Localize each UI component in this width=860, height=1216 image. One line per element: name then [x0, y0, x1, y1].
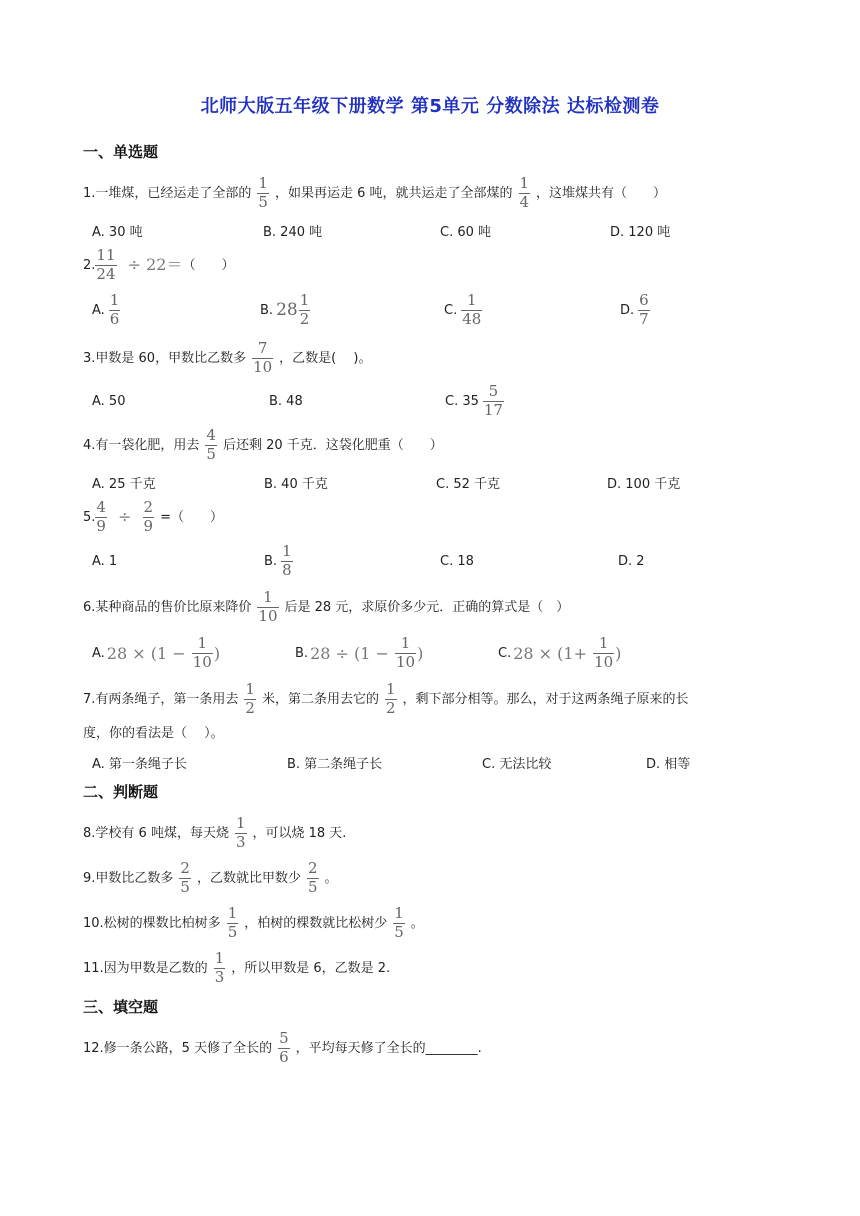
question-number: 5.	[83, 509, 96, 525]
numerator: 2	[143, 498, 154, 516]
denominator: 10	[253, 357, 273, 376]
question-2	[83, 248, 820, 283]
question-text: 米，第二条用去它的	[261, 691, 379, 707]
question-3-options	[92, 381, 820, 420]
question-number: 2.	[83, 257, 96, 273]
option-c[interactable]	[498, 633, 622, 671]
fraction	[393, 906, 405, 941]
math-expression: )	[615, 643, 622, 663]
question-text: 度，你的看法是（ ）。	[83, 726, 224, 741]
option-a[interactable]: A. 50	[92, 393, 126, 409]
numerator: 1	[394, 904, 404, 922]
numerator: 11	[96, 246, 116, 264]
question-5	[83, 500, 820, 535]
option-a[interactable]: A. 第一条绳子长	[92, 756, 187, 772]
fraction	[307, 861, 319, 896]
fraction	[395, 633, 416, 671]
fraction	[192, 633, 213, 671]
numerator: 1	[235, 814, 246, 832]
numerator: 1	[245, 680, 255, 698]
question-7-continued	[83, 727, 820, 740]
fraction	[461, 290, 482, 328]
answer-blank: （ ）	[182, 257, 235, 273]
fraction	[205, 428, 217, 463]
option-c[interactable]: C. 无法比较	[482, 756, 552, 772]
numerator: 1	[299, 290, 310, 309]
denominator: 5	[206, 444, 216, 463]
answer-blank: =（ ）	[160, 509, 223, 525]
question-text: 9.甲数比乙数多	[83, 870, 174, 886]
option-label: A.	[92, 645, 105, 661]
question-1	[83, 176, 820, 211]
fraction	[143, 500, 155, 535]
option-label: C.	[498, 645, 512, 661]
denominator: 5	[307, 877, 318, 896]
denominator: 8	[282, 560, 292, 579]
denominator: 6	[279, 1047, 289, 1066]
denominator: 5	[180, 877, 190, 896]
question-text: ，柏树的棵数就比松树少	[244, 915, 388, 931]
section-heading-single-choice: 一、单选题	[83, 143, 159, 161]
option-b[interactable]	[295, 633, 424, 671]
math-operator: ÷	[112, 507, 137, 527]
option-b[interactable]: B. 第二条绳子长	[287, 756, 383, 772]
question-8	[83, 816, 820, 851]
option-d[interactable]: D. 相等	[646, 756, 691, 772]
numerator: 1	[109, 290, 120, 309]
fraction	[214, 951, 226, 986]
numerator: 1	[214, 949, 225, 967]
numerator: 1	[197, 633, 208, 652]
question-11	[83, 951, 820, 986]
option-a[interactable]: A. 30 吨	[92, 224, 143, 240]
question-4	[83, 428, 820, 463]
numerator: 1	[258, 174, 268, 192]
numerator: 1	[519, 174, 530, 192]
denominator: 5	[227, 922, 238, 941]
denominator: 10	[396, 652, 416, 671]
fraction	[252, 341, 273, 376]
section-heading-fill-blank: 三、填空题	[83, 998, 159, 1016]
numerator: 1	[227, 904, 238, 922]
numerator: 1	[385, 680, 396, 698]
numerator: 2	[180, 859, 190, 877]
question-6	[83, 590, 820, 625]
question-text: 3.甲数是 60，甲数比乙数多	[83, 350, 247, 366]
fraction	[278, 1031, 290, 1066]
denominator: 24	[96, 264, 116, 283]
question-text: ，平均每天修了全长的________.	[295, 1040, 482, 1056]
denominator: 2	[245, 698, 255, 717]
option-label: B.	[264, 553, 278, 569]
question-text: ，乙数就比甲数少	[196, 870, 301, 886]
denominator: 4	[519, 192, 530, 211]
question-text: 7.有两条绳子，第一条用去	[83, 691, 239, 707]
fraction	[299, 290, 311, 328]
fraction	[483, 381, 504, 419]
math-expression: ÷ 22＝	[122, 255, 183, 275]
numerator: 1	[282, 541, 292, 560]
math-expression: 28 × (1+	[513, 643, 593, 663]
question-text: ，这堆煤共有（ ）	[536, 185, 667, 201]
denominator: 2	[299, 309, 310, 328]
question-text: 后还剩 20 千克．这袋化肥重（ ）	[222, 437, 443, 453]
fraction	[235, 816, 247, 851]
math-expression: )	[213, 643, 221, 663]
question-text: ，乙数是( )。	[279, 350, 372, 366]
question-2-options	[92, 290, 820, 329]
fraction	[519, 176, 531, 211]
question-12	[83, 1031, 820, 1066]
fraction	[257, 590, 278, 625]
option-a[interactable]: A. 1	[92, 553, 118, 569]
option-c[interactable]: C. 52 千克	[436, 476, 501, 492]
denominator: 10	[594, 652, 614, 671]
option-b[interactable]: B. 48	[269, 393, 303, 409]
fraction	[257, 176, 269, 211]
question-text: 后是 28 元，求原价多少元．正确的算式是（ ）	[284, 599, 570, 615]
question-text: 8.学校有 6 吨煤，每天烧	[83, 825, 229, 841]
question-text: 12.修一条公路，5 天修了全长的	[83, 1040, 273, 1056]
question-text: 。	[324, 870, 338, 886]
fraction	[385, 682, 397, 717]
denominator: 17	[483, 400, 503, 419]
question-text: ，剩下部分相等。那么，对于这两条绳子原来的长	[402, 691, 689, 707]
question-text: 11.因为甲数是乙数的	[83, 960, 208, 976]
math-expression: )	[417, 643, 424, 663]
fraction	[179, 861, 191, 896]
math-expression: 28 ÷ (1 −	[310, 643, 394, 663]
fraction	[109, 290, 121, 328]
question-5-options	[92, 541, 820, 580]
option-b[interactable]: B. 40 千克	[264, 476, 328, 492]
fraction	[593, 633, 614, 671]
numerator: 1	[466, 290, 477, 309]
page-title: 北师大版五年级下册数学 第5单元 分数除法 达标检测卷	[200, 96, 660, 117]
option-d[interactable]: D. 120 吨	[610, 224, 671, 240]
option-a[interactable]	[92, 290, 126, 328]
denominator: 3	[235, 832, 246, 851]
question-9	[83, 861, 820, 896]
numerator: 7	[257, 339, 268, 357]
whole-number: 28	[276, 300, 298, 320]
question-text: 4.有一袋化肥，用去	[83, 437, 200, 453]
option-label: A.	[92, 302, 105, 318]
numerator: 4	[96, 498, 106, 516]
question-10	[83, 906, 820, 941]
fraction	[95, 500, 107, 535]
denominator: 7	[639, 309, 649, 328]
numerator: 5	[488, 381, 499, 400]
question-text: 。	[410, 915, 424, 931]
fraction	[95, 248, 116, 283]
option-c[interactable]	[445, 381, 510, 419]
math-expression: 28 × (1 −	[106, 643, 191, 663]
numerator: 4	[206, 426, 216, 444]
option-label: B.	[295, 645, 309, 661]
option-label: D.	[620, 302, 635, 318]
question-text: 6.某种商品的售价比原来降价	[83, 599, 252, 615]
denominator: 5	[258, 192, 268, 211]
question-7	[83, 682, 820, 717]
denominator: 3	[214, 967, 225, 986]
option-label: C. 35	[445, 393, 479, 409]
question-text: 10.松树的棵数比柏树多	[83, 915, 221, 931]
numerator: 1	[598, 633, 609, 652]
option-d[interactable]: D. 100 千克	[607, 476, 681, 492]
question-1-options	[92, 215, 820, 245]
option-b[interactable]	[260, 290, 316, 328]
numerator: 5	[279, 1029, 289, 1047]
option-c[interactable]: C. 60 吨	[440, 224, 492, 240]
fraction	[227, 906, 239, 941]
numerator: 1	[263, 588, 273, 606]
numerator: 2	[307, 859, 318, 877]
option-d[interactable]: D. 2	[618, 553, 645, 569]
question-text: ，如果再运走 6 吨，就共运走了全部煤的	[274, 185, 513, 201]
fraction	[281, 541, 293, 579]
denominator: 9	[143, 516, 154, 535]
option-a[interactable]	[92, 633, 221, 671]
option-a[interactable]: A. 25 千克	[92, 476, 156, 492]
denominator: 2	[385, 698, 396, 717]
fraction	[244, 682, 256, 717]
option-label: C.	[444, 302, 458, 318]
denominator: 9	[96, 516, 106, 535]
denominator: 6	[109, 309, 120, 328]
question-text: 1.一堆煤，已经运走了全部的	[83, 185, 252, 201]
denominator: 10	[192, 652, 212, 671]
option-d[interactable]	[620, 290, 656, 328]
question-3	[83, 341, 820, 376]
question-6-options	[92, 633, 820, 672]
option-b[interactable]: B. 240 吨	[263, 224, 323, 240]
fraction	[638, 290, 650, 328]
numerator: 1	[400, 633, 411, 652]
option-b[interactable]	[264, 541, 299, 579]
denominator: 5	[394, 922, 404, 941]
option-c[interactable]: C. 18	[440, 553, 474, 569]
option-c[interactable]	[444, 290, 488, 328]
question-4-options	[92, 467, 820, 497]
option-label: B.	[260, 302, 274, 318]
section-heading-true-false: 二、判断题	[83, 783, 159, 801]
question-7-options	[92, 747, 820, 777]
denominator: 10	[258, 606, 278, 625]
question-text: ，可以烧 18 天.	[252, 825, 347, 841]
numerator: 6	[639, 290, 649, 309]
question-text: ，所以甲数是 6，乙数是 2.	[231, 960, 391, 976]
denominator: 48	[462, 309, 482, 328]
